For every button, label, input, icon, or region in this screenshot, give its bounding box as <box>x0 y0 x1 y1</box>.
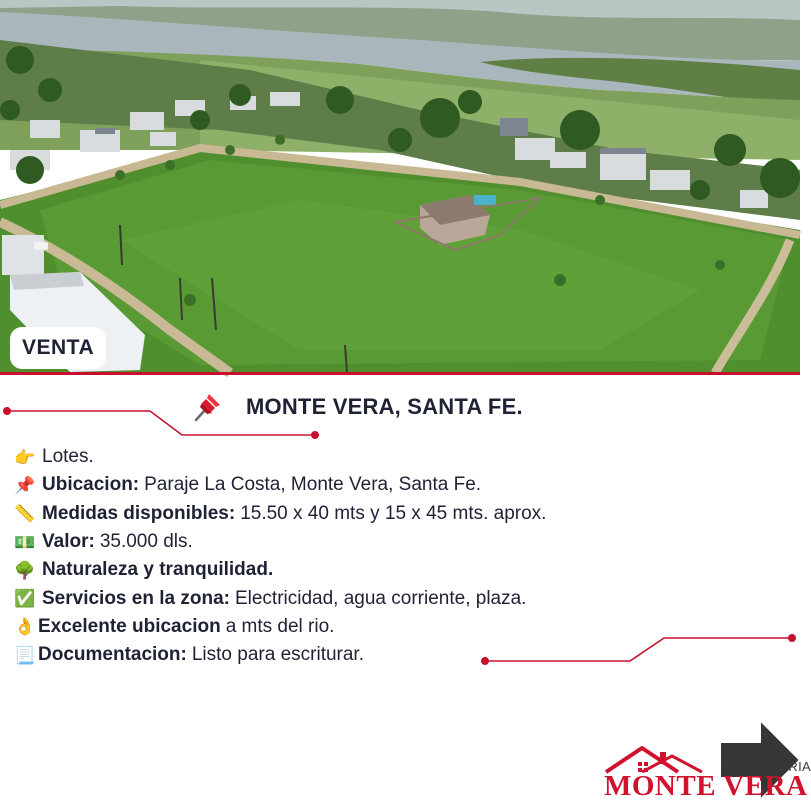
detail-label: Valor: <box>42 531 95 553</box>
detail-price <box>14 528 714 556</box>
detail-text: Paraje La Costa, Monte Vera, Santa Fe. <box>144 474 482 496</box>
brand-name: MONTE VERA <box>604 770 808 802</box>
detail-location-quality <box>14 613 714 641</box>
pointing-hand-icon: 👉 <box>14 447 36 467</box>
sale-badge <box>10 327 106 369</box>
money-icon: 💵 <box>14 532 36 552</box>
detail-label: Naturaleza y tranquilidad. <box>42 559 274 581</box>
location-heading <box>190 389 523 425</box>
detail-text: Electricidad, agua corriente, plaza. <box>234 587 527 609</box>
ok-hand-icon: 👌 <box>14 617 36 637</box>
pushpin-icon <box>190 390 224 424</box>
detail-nature <box>14 556 714 584</box>
document-icon: 📃 <box>14 645 36 665</box>
sale-badge-label: VENTA <box>22 336 95 359</box>
detail-label: Documentacion: <box>38 644 187 666</box>
brand-subtitle: INMOBILIARIA <box>720 759 811 774</box>
pushpin-icon: 📌 <box>14 475 36 495</box>
detail-services <box>14 584 714 612</box>
detail-label: Servicios en la zona: <box>42 587 230 609</box>
detail-location <box>14 471 714 499</box>
tree-icon: 🌳 <box>14 560 36 580</box>
detail-label: Excelente ubicacion <box>38 615 221 637</box>
ruler-icon: 📏 <box>14 504 36 524</box>
detail-text: a mts del rio. <box>225 615 335 637</box>
detail-lots <box>14 443 714 471</box>
property-details <box>14 443 714 669</box>
page-title: MONTE VERA, SANTA FE. <box>246 394 523 419</box>
check-mark-icon: ✅ <box>14 589 36 609</box>
detail-text: 35.000 dls. <box>99 531 193 553</box>
detail-label: Ubicacion: <box>42 474 140 496</box>
brand-logo <box>600 742 811 802</box>
aerial-photo <box>0 0 800 373</box>
photo-divider <box>0 372 800 375</box>
detail-text: 15.50 x 40 mts y 15 x 45 mts. aprox. <box>240 502 547 524</box>
detail-text: Listo para escriturar. <box>191 644 364 666</box>
detail-sizes <box>14 500 714 528</box>
detail-label: Medidas disponibles: <box>42 502 236 524</box>
detail-documentation <box>14 641 714 669</box>
detail-text: Lotes. <box>42 446 94 468</box>
